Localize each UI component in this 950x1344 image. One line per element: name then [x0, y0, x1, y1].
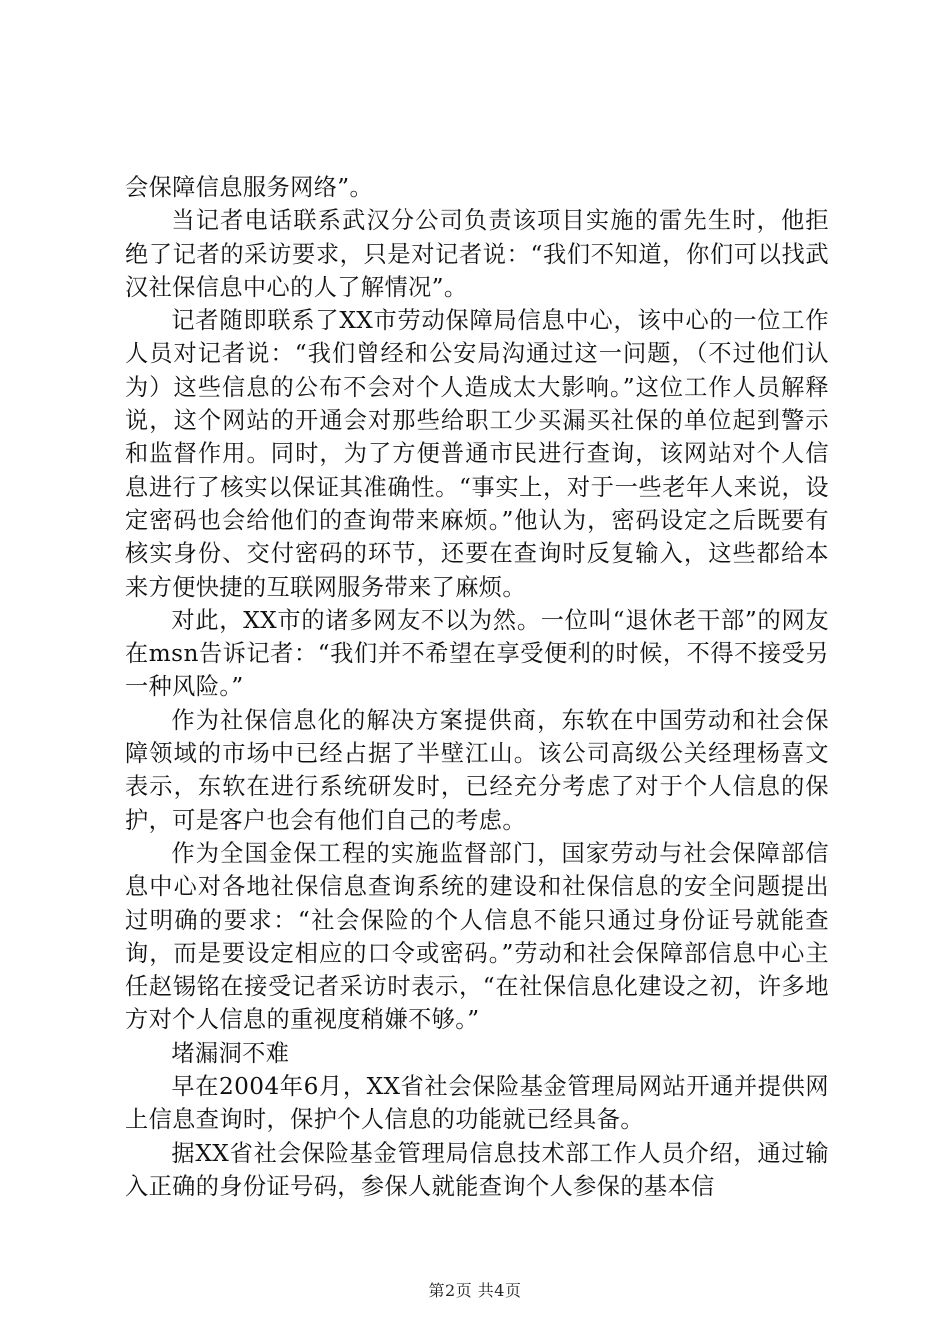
- page-footer: 第2页 共4页: [428, 1281, 522, 1300]
- paragraph-province-2004: 早在2004年6月，XX省社会保险基金管理局网站开通并提供网上信息查询时，保护个人信息的功能就已经具备。: [125, 1073, 829, 1134]
- paragraph-neusoft: 作为社保信息化的解决方案提供商，东软在中国劳动和社会保障领域的市场中已经占据了半壁江山。该公司高级公关经理杨喜文表示，东软在进行系统研发时，已经充分考虑了对于个人信息的保护，可是客户也会有他们自己的考虑。: [125, 706, 829, 834]
- paragraph-continuation: 会保障信息服务网络”。: [125, 174, 374, 201]
- paragraph-netizens: 对此，XX市的诸多网友不以为然。一位叫“退休老干部”的网友在msn告诉记者：“我们并不希望在享受便利的时候，不得不接受另一种风险。”: [125, 606, 829, 701]
- paragraph-reporter-call: 当记者电话联系武汉分公司负责该项目实施的雷先生时，他拒绝了记者的采访要求，只是对记者说：“我们不知道，你们可以找武汉社保信息中心的人了解情况”。: [125, 207, 829, 301]
- paragraph-province-staff: 据XX省社会保险基金管理局信息技术部工作人员介绍，通过输入正确的身份证号码，参保人就能查询个人参保的基本信: [125, 1139, 829, 1200]
- paragraph-ministry: 作为全国金保工程的实施监督部门，国家劳动与社会保障部信息中心对各地社保信息查询系统的建设和社保信息的安全问题提出过明确的要求：“社会保险的个人信息不能只通过身份证号就能查询，而是要设定相应的口令或密码。”劳动和社会保障部信息中心主任赵锡铭在接受记者采访时表示，“在社保信息化建设之初，许多地方对个人信息的重视度稍嫌不够。”: [125, 839, 829, 1034]
- section-heading: 堵漏洞不难: [171, 1039, 290, 1067]
- paragraph-info-center: 记者随即联系了XX市劳动保障局信息中心，该中心的一位工作人员对记者说：“我们曾经和公安局沟通过这一问题，（不过他们认为）这些信息的公布不会对个人造成太大影响。”这位工作人员解释说，这个网站的开通会对那些给职工少买漏买社保的单位起到警示和监督作用。同时，为了方便普通市民进行查询，该网站对个人信息进行了核实以保证其准确性。“事实上，对于一些老年人来说，设定密码也会给他们的查询带来麻烦。”他认为，密码设定之后既要有核实身份、交付密码的环节，还要在查询时反复输入，这些都给本来方便快捷的互联网服务带来了麻烦。: [125, 307, 829, 601]
- document-body: [125, 171, 829, 1203]
